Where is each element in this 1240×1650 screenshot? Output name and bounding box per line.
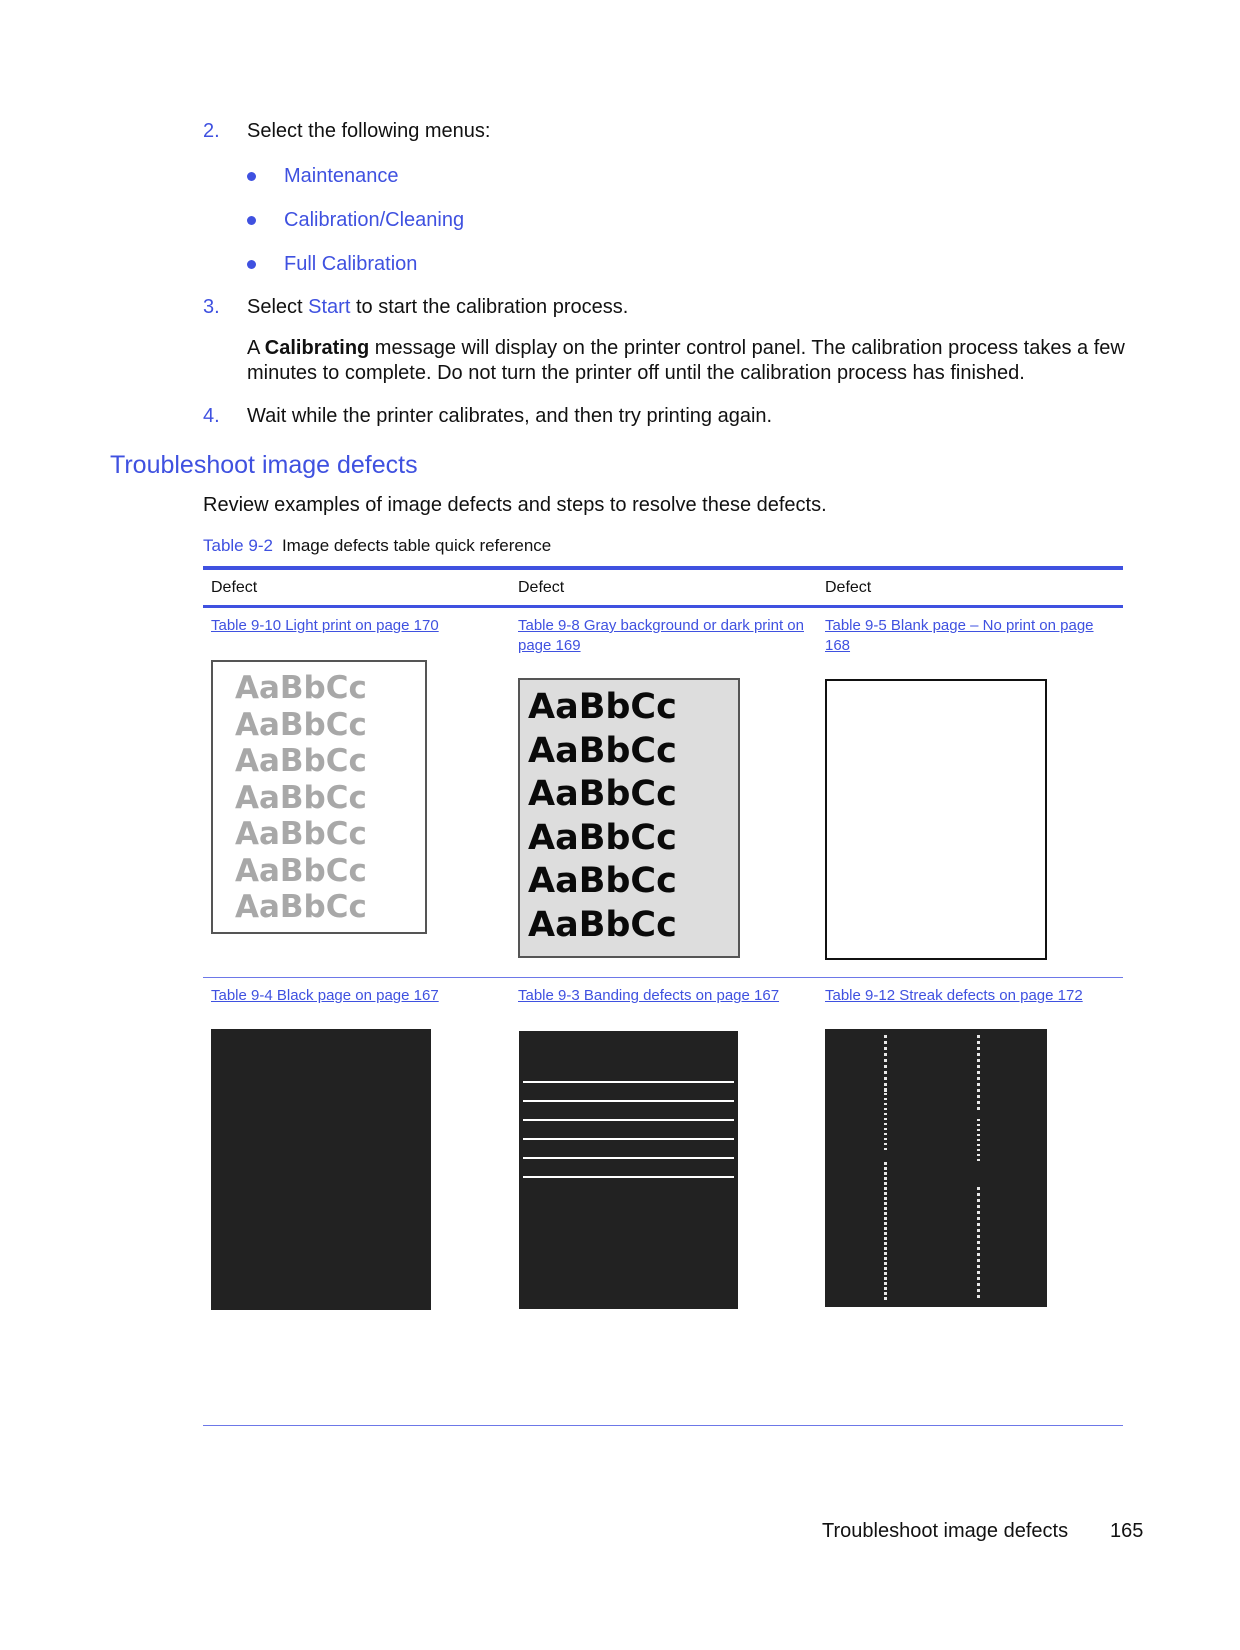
sample-text-line: AaBbCc	[235, 743, 367, 779]
light-print-sample	[211, 660, 427, 934]
band-line	[523, 1100, 734, 1102]
menu-label: Calibration/Cleaning	[284, 209, 465, 231]
bullet-icon	[247, 216, 256, 225]
footer-section-title: Troubleshoot image defects	[822, 1520, 1069, 1542]
streak-line	[977, 1035, 980, 1111]
section-heading: Troubleshoot image defects	[110, 451, 418, 479]
sample-text-line: AaBbCc	[235, 779, 367, 816]
link-black-page[interactable]: Table 9-4 Black page on page 167	[211, 987, 439, 1004]
note-before: A	[247, 337, 265, 359]
step-text: Select the following menus:	[247, 120, 491, 142]
band-line	[523, 1081, 734, 1083]
header-bottom-rule	[203, 605, 1123, 608]
table-number: Table 9-2	[203, 536, 273, 555]
link-streak-defects[interactable]: Table 9-12 Streak defects on page 172	[825, 987, 1083, 1004]
section-intro: Review examples of image defects and steps to resolve these defects.	[203, 494, 827, 516]
streak-line	[884, 1083, 887, 1153]
table-caption	[203, 536, 551, 556]
step-text: Wait while the printer calibrates, and then try printing again.	[247, 405, 773, 427]
column-header: Defect	[211, 579, 258, 596]
note-after: message will display on the printer control panel. The calibration process takes a few minutes to complete. Do not turn the printer off until the calibration process has finished.	[247, 337, 1125, 384]
page-number: 165	[1110, 1520, 1144, 1542]
black-page-sample	[211, 1029, 431, 1310]
link-blank-page[interactable]: Table 9-5 Blank page – No print on page 168	[825, 617, 1094, 654]
sample-text-line: AaBbCc	[528, 904, 677, 945]
streak-line	[884, 1162, 887, 1302]
band-line	[523, 1138, 734, 1140]
sample-text-line: AaBbCc	[528, 687, 677, 727]
step-text	[247, 294, 628, 320]
column-header: Defect	[825, 579, 872, 596]
step-number: 2.	[203, 120, 220, 142]
step-text-after: to start the calibration process.	[350, 296, 629, 318]
sample-text-line: AaBbCc	[235, 706, 367, 743]
step-number: 4.	[203, 405, 220, 427]
streak-sample	[825, 1029, 1047, 1307]
table-bottom-rule	[203, 1425, 1123, 1426]
sample-text-line: AaBbCc	[235, 670, 367, 706]
gray-background-sample	[518, 678, 740, 958]
sample-text-line: AaBbCc	[528, 817, 677, 858]
row-divider	[203, 977, 1123, 978]
bullet-icon	[247, 260, 256, 269]
sample-text-line: AaBbCc	[528, 861, 677, 901]
band-line	[523, 1119, 734, 1121]
sample-text-line: AaBbCc	[235, 852, 367, 889]
menu-label: Maintenance	[284, 165, 399, 187]
band-line	[523, 1176, 734, 1178]
table-title: Image defects table quick reference	[281, 536, 552, 555]
banding-sample	[519, 1031, 738, 1309]
calibrating-note	[247, 336, 1127, 386]
streak-line	[977, 1187, 980, 1299]
start-menu-name: Start	[308, 296, 351, 318]
column-header: Defect	[518, 579, 565, 596]
streak-line	[977, 1119, 980, 1161]
table-top-rule	[203, 566, 1123, 570]
sample-text-line: AaBbCc	[528, 730, 677, 771]
band-line	[523, 1157, 734, 1159]
link-light-print[interactable]: Table 9-10 Light print on page 170	[211, 617, 439, 634]
link-banding-defects[interactable]: Table 9-3 Banding defects on page 167	[518, 987, 780, 1004]
menu-label: Full Calibration	[284, 253, 418, 275]
link-gray-background[interactable]: Table 9-8 Gray background or dark print on page 169	[518, 617, 804, 654]
calibrating-keyword: Calibrating	[264, 337, 370, 359]
bullet-icon	[247, 172, 256, 181]
step-text-before: Select	[247, 296, 309, 318]
sample-text-line: AaBbCc	[235, 816, 367, 852]
step-number: 3.	[203, 296, 220, 318]
sample-text-line: AaBbCc	[235, 889, 367, 925]
sample-text-line: AaBbCc	[528, 774, 677, 814]
blank-page-sample	[825, 679, 1047, 960]
